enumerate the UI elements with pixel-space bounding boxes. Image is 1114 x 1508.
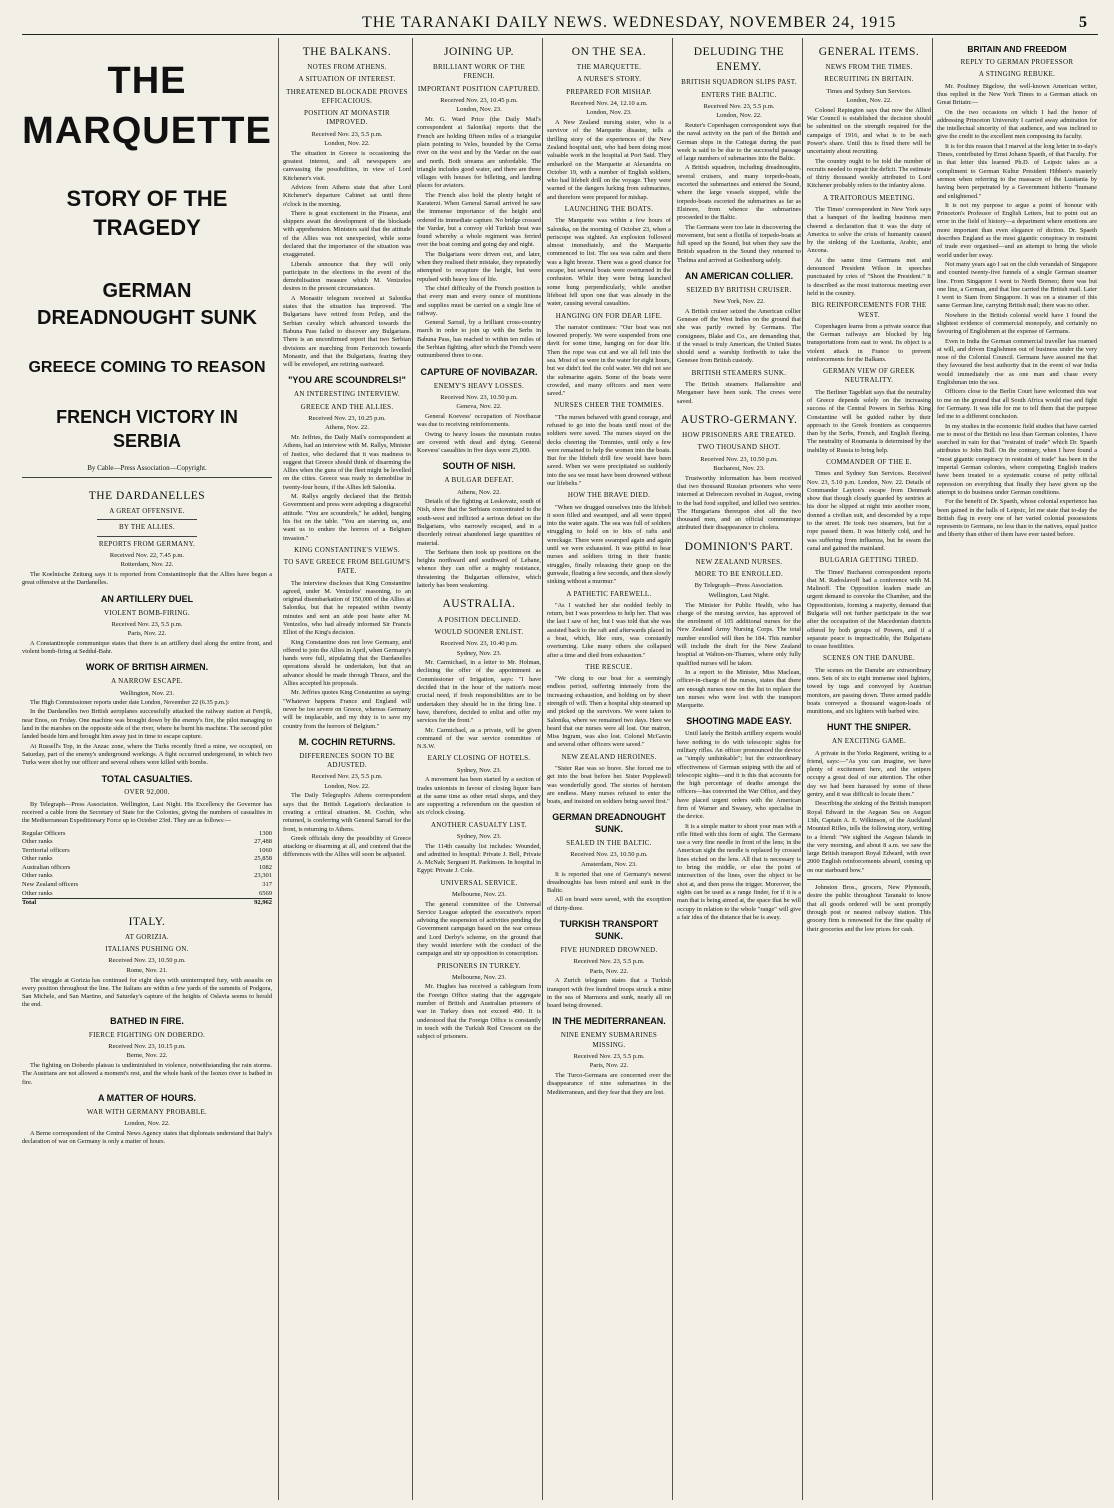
article-paragraph: A movement has been started by a section of trades unionists in favour of closing liquor bars at the same time as other retail shops, and they are supporting a referendum on the question of six o'clock closing. bbox=[417, 776, 541, 817]
article-paragraph: It is for this reason that I marvel at the long letter in to-day's Times, contributed by Ernst Johann Spaeth, of that Faculty. For in that letter this learned Ph.D. of Leipsic takes as a compliment to German Kultur President Hibben's masterly sermon when referring to the massacre of the Lusitania by having been perpetrated by a Government hitherto "humane and enlightened." bbox=[937, 142, 1097, 200]
divider bbox=[22, 477, 272, 478]
turkish-transport-sub: FIVE HUNDRED DROWNED. bbox=[560, 945, 658, 954]
turkish-transport-heading: TURKISH TRANSPORT SUNK. bbox=[559, 919, 659, 941]
cochin-heading: M. COCHIN RETURNS. bbox=[298, 736, 396, 747]
article-paragraph: Mr. Carmichael, in a letter to Mr. Holman, declining the offer of the appointment as Commissioner of Irrigation, says: "I have decided that in the hour of the nation's most crucial need, if fresh responsibilities are to be undertaken they should be in the firing line. I have, therefore, decided to enlist and offer my services for the front." bbox=[417, 659, 541, 725]
dateline: London, Nov. 22. bbox=[324, 782, 370, 790]
dominions-part-sub-2: MORE TO BE ENROLLED. bbox=[694, 570, 784, 579]
casualties-sub: OVER 92,000. bbox=[124, 788, 170, 797]
dateline: Athens, Nov. 22. bbox=[457, 488, 501, 496]
casualties-total-row bbox=[22, 898, 272, 908]
deluding-sub-1: BRITISH SQUADRON SLIPS PAST. bbox=[681, 78, 797, 87]
britain-freedom-heading: BRITAIN AND FREEDOM bbox=[967, 44, 1067, 54]
article-paragraph: The interview discloses that King Constantine agreed, under M. Venizelos' reasoning, to an original disembarkation of 150,000 of the Allies at Salonika, but that he repeated within twenty minutes and sent an aide post haste after M. Venizelos, who had already informed Sir Francis Elliot of the King's decision. bbox=[283, 579, 411, 637]
article-paragraph: The Times' correspondent in New York says that a banquet of the leading business men cheered a declaration that it was the duty of America to solve the crisis of humanity caused by the sinking of the Lusitania, Arabic, and Ancona. bbox=[807, 206, 931, 255]
fire-sub: FIERCE FIGHTING ON DOBERDO. bbox=[88, 1030, 206, 1039]
article-paragraph: "The nurses behaved with grand courage, and refused to go into the boats until most of the soldiers were saved. The nurses stayed on the decks cheering the Tommies, until only a few were remained to help the women into the boats. But for the lifebelt drill few would have been saved. When we were precipitated so suddenly into the sea we must have been drowned without our lifebelts." bbox=[547, 413, 671, 488]
collier-sub: SEIZED BY BRITISH CRUISER. bbox=[686, 285, 792, 294]
article-paragraph: A British squadron, including dreadnoughts, several cruisers, and many torpedo-boats, escorted the submarines and entered the Sound, where the large vessels stopped, while the torpedo-boats escorted the submarines as far as Elsinore, from whence the submarines proceeded to the Baltic. bbox=[677, 164, 801, 222]
article-paragraph: The Times' Bucharest correspondent reports that M. Radoslavoff had a conference with M. Malinoff. The Opposition leaders made an urgent demand to convoke the Chamber, and the Oppositionists, forming a majority, demand that Bulgaria will not further participate in the war after the occupation of the Macedonian districts offered by both groups of Powers, and if a separate peace is impracticable, the Bulgarians to cease hostilities. bbox=[807, 568, 931, 651]
article-paragraph: The Serbians then took up positions on the heights northward and southward of Lebane, whence they can offer a mighty resistance, threatening the Bulgarian offensive, which latterly has been weakening. bbox=[417, 548, 541, 590]
article-paragraph: Mr. Carmichael, as a private, will be given command of the war service committee of N.S.W. bbox=[417, 726, 541, 751]
mediterranean-heading: IN THE MEDITERRANEAN. bbox=[552, 1016, 666, 1027]
article-paragraph: Mr. Jeffries, the Daily Mail's correspondent at Athens, had an interview with M. Rallys, Minister of Justice, who declared that it was madness to suggest that Greece should think of disarming the Allies when the guns of the fleet might be levelled on the cities. Greece was ready to demobilise in twenty-four hours, if the Allies left Salonika. bbox=[283, 433, 411, 491]
article-paragraph: Describing the sinking of the British transport Royal Edward in the Aegean Sea on August 13th, Captain A. E. Wilkinson, of the Auckland Mounted Rifles, tells the following story, writing to a friend: "We sighted the Aegean Islands in the very morning, and about 8 a.m. we saw the large British transport Royal Edward, with over 2000 English reinforcements aboard, coming up on our starboard bow." bbox=[807, 800, 931, 874]
joining-up-sub-2: IMPORTANT POSITION CAPTURED. bbox=[417, 84, 541, 93]
article-paragraph: At the same time Germans met and denounced President Wilson in speeches punctuated by cries of "Shoot the President." It is described as the most traitorous meeting ever held in the country. bbox=[807, 256, 931, 297]
universal-service-heading: UNIVERSAL SERVICE. bbox=[440, 878, 518, 887]
on-the-sea-heading: ON THE SEA. bbox=[571, 46, 647, 58]
nurses-cheer-heading: NURSES CHEER THE TOMMIES. bbox=[554, 401, 664, 410]
dateline: Received Nov. 23, 10.45 p.m. bbox=[440, 96, 518, 104]
article-paragraph: The Koelnische Zeitung says it is reported from Constantinople that the Allies have begun a great offensive at the Dardanelles. bbox=[22, 571, 272, 587]
article-paragraph: It is a simple matter to shoot your man with a rifle fitted with this form of sight. The Germans use a very fine needle in front of the lens; in the American sight the needle is replaced by crossed lines etched on the lens. All that is necessary is to bring the middle, or else the point of intersection of the lines, over the object to be shot at, and then press the trigger. Moreover, the sights can be used as a range finder, for if it is a man that is being aimed at, the space that he will occupy in relation to the whole "range" will give a fair idea of the distance that he is away. bbox=[677, 822, 801, 921]
advertisement: Johnston Bros., grocers, New Plymouth, desire the public throughout Taranaki to know that all goods ordered will be sent promptly through post or nearest railway station. This grocery firm is renowned for the fine quality of their groceries and the low prices for cash. bbox=[807, 884, 931, 933]
airmen-heading: WORK OF BRITISH AIRMEN. bbox=[85, 662, 209, 673]
dateline: Rotterdam, Nov. 22. bbox=[120, 561, 174, 569]
novibazar-sub: ENEMY'S HEAVY LOSSES. bbox=[433, 381, 525, 390]
dateline: Received Nov. 23, 10.50 p.m. bbox=[700, 455, 778, 463]
prisoners-heading: PRISONERS IN TURKEY. bbox=[437, 961, 521, 970]
general-items-sub-1: NEWS FROM THE TIMES. bbox=[825, 63, 913, 72]
article-paragraph: The Marquette was within a few hours of Salonika, on the morning of October 23, when a periscope was sighted. An explosion followed almost immediately, and the Marquette commenced to list. The sea was calm and there was a light breeze. There was a good chance for escape, but several boats were overturned in the confusion. While they were being launched some hung perpendicularly, while another lifeboat fell upon one that was already in the water, causing several casualties. bbox=[547, 217, 671, 308]
article-paragraph: The Bulgarians were driven out, and later, when they realised their mistake, they repeatedly attempted to recapture the height, but were repulsed with heavy loss of life. bbox=[417, 250, 541, 283]
dateline: London, Nov. 22. bbox=[324, 140, 370, 148]
dateline: Berne, Nov. 22. bbox=[126, 1052, 168, 1060]
deluding-sub-2: ENTERS THE BALTIC. bbox=[701, 90, 777, 99]
dateline: Bucharest, Nov. 23. bbox=[713, 465, 765, 473]
article-paragraph: Mr. Poultney Bigelow, the well-known American writer, thus replied in the New York Times to a German attack on Great Britain:— bbox=[937, 82, 1097, 107]
article-paragraph: "As I watched her she nodded feebly in return, but I was powerless to help her. That was the last I saw of her, but I was told that she was assisted back to the raft and afterwards placed in a boat, which, like ours, was constantly overturning. Like many others she collapsed after a time and died from exhaustion." bbox=[547, 601, 671, 659]
steamers-sunk-heading: BRITISH STEAMERS SUNK. bbox=[691, 368, 787, 377]
dateline: Received Nov. 23, 10.50 p.m. bbox=[108, 957, 186, 965]
article-paragraph: The scenes on the Danube are extraordinary ones. Sets of six to eight immense steel lighters, towed by tugs and convoyed by Austrian monitors, are passing down. Three armed paddle boats conveyed a thousand wagon-loads of munitions, and six lighters with barbed wire. bbox=[807, 666, 931, 716]
casualties-heading: TOTAL CASUALTIES. bbox=[101, 773, 193, 784]
dateline: Sydney, Nov. 23. bbox=[456, 649, 502, 657]
article-paragraph: Not many years ago I sat on the club verandah of Singapore and counted twenty-five funnels of a single German steamer line. From Singapore I went to North Borneo; there was but one line, a German, and that line carried the British mail. Later I went to Siam from Singapore. It was on a steamer of this same German line, carrying British mail; there was no other. bbox=[937, 260, 1097, 310]
dateline: Received Nov. 23, 10.50 p.m. bbox=[570, 851, 648, 859]
casualties-row bbox=[22, 890, 272, 899]
italy-sub-1: AT GORIZIA. bbox=[124, 932, 169, 941]
article-paragraph: A Constantinople communique states that there is an artillery duel along the entire front, and violent bomb-firing at Seddul-Bahr. bbox=[22, 639, 272, 656]
casualties-label: Territorial officers bbox=[22, 846, 70, 854]
scoundrels-sub-1: AN INTERESTING INTERVIEW. bbox=[293, 390, 401, 399]
article-paragraph: On the two occasions on which I had the honor of addressing Princeton University I carried away admiration for the intellectual sincerity of that audience, and was inclined to give the credit to the excellent men composing its faculty. bbox=[937, 108, 1097, 141]
article-paragraph: "We clung to our boat for a seemingly endless period, suffering intensely from the increasing exhaustion, and holding on by sheer strength of will. Then a hospital ship steamed up and picked up the survivors. We were taken to Salonika, where we remained two days. Here we heard that our nurses were all lost. Our matron, Miss Ingram, was also lost. Colonel McGavin and several other officers were saved." bbox=[547, 675, 671, 749]
casualties-row bbox=[22, 855, 272, 864]
balkans-sub-2: A SITUATION OF INTEREST. bbox=[298, 75, 396, 84]
headline-dreadnought: GERMAN DREADNOUGHT SUNK bbox=[37, 280, 257, 329]
casualties-row bbox=[22, 838, 272, 847]
casualties-row bbox=[22, 881, 272, 890]
article-paragraph: Reuter's Copenhagen correspondent says that the naval activity on the part of the British and German ships in the Cattegat during the past week is said to be due to the successful passage of large numbers of submarines into the Baltic. bbox=[677, 121, 801, 163]
on-the-sea-sub-2: A NURSE'S STORY. bbox=[576, 75, 642, 84]
dateline: Amsterdam, Nov. 23. bbox=[581, 861, 637, 869]
column-1a bbox=[22, 482, 272, 1147]
article-paragraph: General Koevess' occupation of Novibazar was due to receiving reinforcements. bbox=[417, 412, 541, 429]
dateline: Received Nov. 23, 5.5 p.m. bbox=[573, 958, 645, 966]
masthead-rule bbox=[22, 34, 1098, 35]
article-paragraph: A Monastir telegram received at Salonika states that the situation has improved. The Bulgarians have retired from Prilep, and the Serbian cavalry which advanced towards the Babuna Pass failed to discover any Bulgarians. There is an unconfirmed report that two Serbian divisions are marching from Ferizovich towards Monastir, and that the Bulgarians, fearing they will be enveloped, are retiring eastward. bbox=[283, 294, 411, 369]
launching-heading: LAUNCHING THE BOATS. bbox=[564, 205, 654, 213]
king-views-sub: TO SAVE GREECE FROM BELGIUM'S FATE. bbox=[283, 558, 411, 576]
article-paragraph: The narrator continues: "Our boat was not lowered properly. We were suspended from one davit for some time, hanging on for dear life. Then the rope was cut and we all fell into the sea. Most of us were in the water for eight hours, but we didn't feel the cold water. We did not see the submarine again. Some of the boats were crowded, and many officers and men were saved." bbox=[547, 323, 671, 398]
dateline: Sydney, Nov. 23. bbox=[456, 766, 502, 774]
article-paragraph: Details of the fighting at Leskovatz, south of Nish, show that the Serbians concentrated to the south-west and inflicted a serious defeat on the Bulgarians, who narrowly escaped, and in a disorderly retreat abandoned large quantities of material. bbox=[417, 498, 541, 547]
article-paragraph: Trustworthy information has been received that two thousand Russian prisoners who were interned at Debreczen revolted in August, owing to the bad food supplied, and killed two sentries. The Hungarians thereupon shot all the two thousand men, and an official communique attributed their disappearance to cholera. bbox=[677, 474, 801, 532]
article-paragraph: A private in the Yorks Regiment, writing to a friend, says:—"As you can imagine, we have plenty of excitement here, and the snipers occupy a great deal of our attention. The other day we had been harassed by some of these gentry, and it was difficult to locate them." bbox=[807, 749, 931, 799]
dateline: Wellington, Nov. 23. bbox=[119, 689, 175, 697]
austro-germany-heading: AUSTRO-GERMANY. bbox=[680, 413, 798, 426]
casualties-value: 27,488 bbox=[254, 838, 272, 846]
article-paragraph: In the Dardanelles two British aeroplanes successfully attacked the railway station at Ferejik, near Enos, on Friday. One machine was brought down by the enemy's fire, the pilot managing to land in the marshes on the opposite side of the river, where he burnt his machine. The second pilot landed beside him and brought him away just in time to escape capture. bbox=[22, 708, 272, 741]
article-paragraph: Owing to heavy losses the mountain routes are covered with dead and dying. General Koevess' casualties in five days were 25,000. bbox=[417, 430, 541, 455]
dateline: London, Nov. 22. bbox=[124, 1120, 170, 1127]
dateline: Received Nov. 23, 10.15 p.m. bbox=[108, 1042, 186, 1050]
greek-neutrality-heading: GERMAN VIEW OF GREEK NEUTRALITY. bbox=[823, 367, 915, 385]
article-paragraph: Until lately the British artillery experts would have nothing to do with telescopic sights for military rifles. An officer pronounced the device as "simply unthinkable"; but the extraordinary effectiveness of German sniping with the aid of telescopic sights—and it is this that accounts for the high percentage of deaths amongst the officers—has converted the War Office, and they have placed urgent orders with the American firm of Warner and Swasey, who specialise in the device. bbox=[677, 730, 801, 821]
article-paragraph: The Berliner Tageblatt says that the neutrality of Greece depends solely on the increasing success of the Central Powers in Serbia. King Constantine will be guided rather by their approach to the Greek frontiers as conquerors than by the Serbs, French, and English fleeing. The neutrality of Roumania is determined by the inability of Russia to bring help. bbox=[807, 388, 931, 454]
casualties-value: 1060 bbox=[259, 846, 272, 854]
casualties-row bbox=[22, 830, 272, 839]
article-paragraph: The Germans were too late in discovering the movement, but sent a flotilla of torpedo-boats at full speed up the Sound, but when they saw the British squadron in the Sound they returned to Thelma and arrived at Gothenburg safely. bbox=[677, 223, 801, 264]
austro-germany-sub-1: HOW PRISONERS ARE TREATED. bbox=[682, 431, 796, 440]
casualties-label: Other ranks bbox=[22, 872, 53, 880]
deluding-heading: DELUDING THE ENEMY. bbox=[693, 46, 785, 74]
casualties-label: Australian officers bbox=[22, 863, 71, 871]
dateline: Received Nov. 23, 5.5 p.m. bbox=[111, 620, 183, 628]
dardanelles-heading: THE DARDANELLES bbox=[88, 490, 206, 502]
casualties-value: 25,858 bbox=[254, 855, 272, 863]
balkans-sub-4: POSITION AT MONASTIR IMPROVED. bbox=[304, 109, 390, 127]
article-paragraph: It is not my purpose to argue a point of honour with Princeton's Professor of English Letters, but to point out an error in the field of history—a department where emotions are more important than even elegance of diction. Dr. Spaeth describes England as the most gigantic conspiracy in restraint of trade ever organised—and an attempt to bring the whole world under her sway. bbox=[937, 201, 1097, 259]
dateline: Paris, Nov. 22. bbox=[127, 630, 167, 638]
column-3 bbox=[412, 38, 541, 1500]
britain-freedom-sub-2: A STINGING REBUKE. bbox=[978, 70, 1056, 79]
dateline: Rome, Nov. 21. bbox=[126, 966, 168, 974]
danube-heading: SCENES ON THE DANUBE. bbox=[822, 654, 916, 663]
masthead-date-line: THE TARANAKI DAILY NEWS. WEDNESDAY, NOVEMBER 24, 1915 bbox=[362, 14, 897, 31]
brave-died-heading: HOW THE BRAVE DIED. bbox=[567, 491, 651, 500]
general-items-sub-2: RECRUITING IN BRITAIN. bbox=[824, 75, 914, 84]
dateline: London, Nov. 22. bbox=[846, 97, 892, 105]
dateline: Received Nov. 22, 7.45 p.m. bbox=[109, 551, 185, 559]
article-paragraph: At Russell's Top, in the Anzac zone, where the Turks recently fired a mine, we occupied, on Saturday, part of the enemy's underground workings. A fight occurred underground, in which two Turks were shot by our officer and several others were killed with bombs. bbox=[22, 742, 272, 767]
dardanelles-sub-1: A GREAT OFFENSIVE. bbox=[109, 507, 185, 516]
joining-up-heading: JOINING UP. bbox=[443, 46, 515, 58]
scoundrels-heading: "YOU ARE SCOUNDRELS!" bbox=[288, 375, 406, 386]
column-1 bbox=[22, 38, 272, 1500]
king-views-heading: KING CONSTANTINE'S VIEWS. bbox=[294, 545, 400, 554]
general-items-heading: GENERAL ITEMS. bbox=[818, 46, 920, 58]
headline-marquette: THE MARQUETTE bbox=[22, 60, 272, 153]
dominions-part-sub-1: NEW ZEALAND NURSES. bbox=[695, 557, 783, 566]
casualties-table bbox=[22, 830, 272, 908]
article-paragraph: The Turco-Germans are concerned over the disappearance of nine submarines in the Mediterranean, and they fear that they are lost. bbox=[547, 1071, 671, 1096]
headline-greece: GREECE COMING TO REASON bbox=[28, 359, 266, 377]
cochin-sub: DIFFERENCES SOON TO BE ADJUSTED. bbox=[299, 751, 395, 769]
hanging-heading: HANGING ON FOR DEAR LIFE. bbox=[555, 311, 663, 320]
article-paragraph: The struggle at Gorizia has continued for eight days with uninterrupted fury, with assaults on every position throughout the line. The Italians are within a few yards of the summits of Podgora, San Michele, and San Martino, and Saturday's capture of the heights of Oslavia seems to herald the end. bbox=[22, 976, 272, 1009]
german-dreadnought-heading: GERMAN DREADNOUGHT SUNK. bbox=[552, 812, 666, 835]
divider bbox=[97, 519, 197, 520]
article-paragraph: For the benefit of Dr. Spaeth, whose colonial experience has been gained in the halls of Leipsic, let me state that to-day the British flag in every one of her varied colonial possessions represents to Germans, no less than to the natives, equal justice and liberty than either of them have ever tasted before. bbox=[937, 498, 1097, 539]
article-paragraph: "When we drugged ourselves into the lifebelt it soon filled and swamped, and all were tipped into the water again. The sea was full of soldiers struggling to hold on to bits of rafts and wreckage. There were swamped again and again until we were exhausted. It was pitiful to hear nurses and soldiers tiring in their frantic struggles, finally releasing their grasp on the gunwale, floating a few seconds, and then slowly sinking without a murmur." bbox=[547, 503, 671, 586]
article-paragraph: It is reported that one of Germany's newest dreadnoughts has been mined and sunk in the Baltic. bbox=[547, 870, 671, 895]
heroines-heading: NEW ZEALAND HEROINES. bbox=[561, 752, 657, 761]
on-the-sea-sub-1: THE MARQUETTE. bbox=[576, 63, 642, 72]
dardanelles-sub-2: BY THE ALLIES. bbox=[118, 523, 176, 532]
joining-up-sub-1: BRILLIANT WORK OF THE FRENCH. bbox=[432, 63, 526, 81]
casualties-label: New Zealand officers bbox=[22, 881, 79, 889]
casualties-label: Regular Officers bbox=[22, 829, 66, 837]
article-paragraph: Liberals announce that they will only participate in the elections in the event of the demobilisation measure which M. Venizelos desires in the present circumstances. bbox=[283, 260, 411, 293]
article-paragraph: The general committee of the Universal Service League adopted the executive's report advising the suspension of activities pending the Government campaign based on the war census and Lord Derby's scheme, on the ground that they would interfere with the conduct of the campaign and stir up opposition to conscription. bbox=[417, 900, 541, 958]
dateline: Received Nov. 23, 10.25 p.m. bbox=[308, 414, 386, 422]
article-paragraph: The situation in Greece is occasioning the greatest interest, and all newspapers are canvassing the possibilities, in view of Lord Kitchener's visit. bbox=[283, 149, 411, 182]
bulgaria-tired-heading: BULGARIA GETTING TIRED. bbox=[819, 556, 919, 565]
casualties-value: 23,301 bbox=[254, 872, 272, 880]
article-paragraph: Mr. Jeffries quotes King Constantine as saying: "Whatever happens France and England will never be too severe on Greece, whereas Germany will be implacable, and my duty is to save my country from the horrors of Belgium." bbox=[283, 689, 411, 730]
balkans-heading: THE BALKANS. bbox=[302, 46, 392, 58]
artillery-duel-heading: AN ARTILLERY DUEL bbox=[100, 593, 194, 604]
rescue-heading: THE RESCUE. bbox=[585, 662, 633, 671]
column-6 bbox=[802, 38, 931, 1500]
article-paragraph: Copenhagen learns from a private source that the German railways are blocked by big transportations from east to west. Its object is a violent attack in France to prevent reinforcements for the Balkans. bbox=[807, 322, 931, 363]
article-paragraph: The Minister for Public Health, who has charge of the nursing service, has approved of the enrolment of 105 additional nurses for the New Zealand Army Nursing Corps. The total number enrolled will then be 184. This number will include the draft for the New Zealand hospital at Walton-on-Thames, where only fully qualified nurses will be taken. bbox=[677, 601, 801, 667]
article-paragraph: A New Zealand nursing sister, who is a survivor of the Marquette disaster, tells a thrilling story of the experiences of the New Zealand hospital unit, who had been doing most valuable work in the hospital at Port Said. They embarked on the Marquette at Alexandria on October 19, with a number of English soldiers, who had lifebelt drill on the voyage. They were warned of the dangers lurking from submarines, and therefore were prepared for mishap. bbox=[547, 119, 671, 201]
shooting-heading: SHOOTING MADE EASY. bbox=[686, 716, 792, 727]
article-paragraph: King Constantine does not love Germany, and offered to join the Allies in April, when Germany's hands were full, stipulating that the Dardanelles operations should be undertaken, but that an advance should be made through Thrace, and the Allies accepted his proposals. bbox=[283, 638, 411, 688]
article-paragraph: All on board were saved, with the exception of thirty-three. bbox=[547, 896, 671, 912]
hours-heading: A MATTER OF HOURS. bbox=[98, 1092, 196, 1103]
article-paragraph: Colonel Repington says that now the Allied War Council is established the decision should be submitted on the strength required for the campaign of 1916, and what is to be each Power's share. Until this is fixed there will be uncertainty about recruiting. bbox=[807, 106, 931, 156]
casualties-total-value: 92,962 bbox=[254, 899, 272, 907]
column-5 bbox=[672, 38, 801, 1500]
article-paragraph: Greek officials deny the possibility of Greece attacking or disarming at all, and contend that the differences with the Allies will soon be adjusted. bbox=[283, 834, 411, 859]
dateline: London, Nov. 23. bbox=[586, 109, 632, 117]
article-paragraph: In a report to the Minister, Miss Maclean, officer-in-charge of the nurses, states that there are enough nurses now on the list to replace the ten nurses who were lost with the transport Marquette. bbox=[677, 668, 801, 710]
hunt-sniper-heading: HUNT THE SNIPER. bbox=[826, 722, 911, 733]
dateline: London, Nov. 22. bbox=[716, 112, 762, 120]
on-the-sea-sub-3: PREPARED FOR MISHAP. bbox=[566, 87, 652, 96]
article-paragraph: There is great excitement in the Piraeus, and shippers await the development of the blockade with apprehension. Ministers said that the attitude of the Allies was not unexpected, while some declared that the importance of the situation was exaggerated. bbox=[283, 209, 411, 259]
headline-story: STORY OF THE TRAGEDY bbox=[66, 186, 228, 241]
dateline: Received Nov. 23, 10.40 p.m. bbox=[440, 639, 518, 647]
reinforcements-heading: BIG REINFORCEMENTS FOR THE WEST. bbox=[811, 301, 927, 319]
dateline: Received Nov. 23, 5.5 p.m. bbox=[573, 1052, 645, 1060]
italy-sub-2: ITALIANS PUSHING ON. bbox=[105, 945, 189, 954]
dateline: Paris, Nov. 22. bbox=[589, 967, 629, 975]
german-dreadnought-sub: SEALED IN THE BALTIC. bbox=[566, 839, 652, 848]
casualties-value: 317 bbox=[262, 881, 272, 889]
article-paragraph: "Sister Rae was so brave. She forced me to get into the boat before her. Sister Popplewell was wonderfully good. The stories of heroism are endless. Many nurses refused to enter the boats, and insisted on soldiers being saved first." bbox=[547, 764, 671, 806]
article-paragraph: Even in India the German commercial traveller has roamed at will, and driven Englishmen out of business under the very nose of the Colonial Council. Germans have assured me that they favoured the best authority that in the event of war India would immediately rise as one man and chase every Englishman into the sea. bbox=[937, 337, 1097, 387]
traitorous-heading: A TRAITOROUS MEETING. bbox=[823, 193, 915, 202]
page-number: 5 bbox=[1079, 14, 1088, 31]
article-paragraph: A Zurich telegram states that a Turkish transport with five hundred troops struck a mine in the sea of Marmora and sunk, nearly all on board being drowned. bbox=[547, 977, 671, 1010]
divider bbox=[97, 536, 197, 537]
dateline: Times and Sydney Sun Services. bbox=[826, 87, 912, 95]
column-2 bbox=[278, 38, 411, 1500]
mediterranean-sub: NINE ENEMY SUBMARINES MISSING. bbox=[560, 1031, 658, 1049]
article-paragraph: The French also hold the plenty height of Karaterzi. When General Sarrail arrived he saw the immense importance of the height and ordered its immediate capture. No bridge crossed the Vardar, but a convoy old Turkish boat was found whereby a whole regiment was ferried over the boat coming and going day and night. bbox=[417, 191, 541, 249]
dateline: Sydney, Nov. 23. bbox=[456, 832, 502, 840]
article-paragraph: Officers close to the Berlin Court have welcomed this war to me on the ground that all South Africa would rise and fight for Germany. It was idle for me to tell them that the purpose led me to a different conclusion. bbox=[937, 388, 1097, 421]
dateline: New York, Nov. 22. bbox=[713, 298, 765, 306]
article-paragraph: The Daily Telegraph's Athens correspondent says that the British Legation's declaration is creating a critical situation. M. Cochin, who returned, is conferring with General Sarrail for the front, is returning to Athens. bbox=[283, 792, 411, 833]
casualties-label: Other ranks bbox=[22, 889, 53, 897]
dateline: Geneva, Nov. 22. bbox=[456, 403, 502, 411]
austro-germany-sub-2: TWO THOUSAND SHOT. bbox=[697, 443, 781, 452]
airmen-sub: A NARROW ESCAPE. bbox=[111, 677, 183, 686]
article-paragraph: The fighting on Doberdo plateau is undiminished in violence, notwithstanding the rain storms. The Austrians are not allowed a moment's rest, and the whole bank of the Isonzo river is bathed in fire. bbox=[22, 1062, 272, 1086]
casualties-label: Other ranks bbox=[22, 855, 53, 863]
article-paragraph: Mr. Hughes has received a cablegram from the Foreign Office stating that the aggregate number of British and Australian prisoners of war in Turkey does not exceed 490. It is understood that the Foreign Office is constantly in touch with the Turkish Red Crescent on the subject of prisoners. bbox=[417, 983, 541, 1041]
casualties-label: Other ranks bbox=[22, 838, 53, 846]
balkans-sub-3: THREATENED BLOCKADE PROVES EFFICACIOUS. bbox=[286, 87, 408, 105]
column-7 bbox=[932, 38, 1097, 1500]
scoundrels-sub-2: GREECE AND THE ALLIES. bbox=[300, 402, 394, 411]
casualty-list-heading: ANOTHER CASUALTY LIST. bbox=[431, 820, 527, 829]
farewell-heading: A PATHETIC FAREWELL. bbox=[566, 589, 652, 598]
column-1-split bbox=[22, 482, 272, 1147]
hours-sub: WAR WITH GERMANY PROBABLE. bbox=[86, 1107, 208, 1116]
byline: By Cable—Press Association—Copyright. bbox=[87, 463, 207, 472]
commander-heading: COMMANDER OF THE E. bbox=[826, 458, 912, 467]
article-paragraph: Times and Sydney Sun Services. Received Nov. 23, 5.10 p.m. London, Nov. 22. Details of Commander Layton's escape from Denmark show that though closely guarded by sentries at his door he slipped at night into another room, donned a civilian suit, and descended by a rope to the street. He took two steamers, but for a rope passed them. It was bitterly cold, and he was suffering from influenza, but he swam the canal and gained the mainland. bbox=[807, 470, 931, 552]
south-nish-sub: A BULGAR DEFEAT. bbox=[444, 476, 514, 485]
article-paragraph: The British steamers Hallamshire and Merganser have been sunk. The crews were saved. bbox=[677, 381, 801, 405]
casualties-row bbox=[22, 847, 272, 856]
article-paragraph: General Sarrail, by a brilliant cross-country march in order to join up with the Serbs in Babuna Pass, has reached to within ten miles of the Serbian fighting, after which the French were outnumbered three to one. bbox=[417, 319, 541, 360]
dateline: Wellington, Last Night. bbox=[708, 592, 770, 599]
australia-heading: AUSTRALIA. bbox=[442, 598, 516, 611]
article-paragraph: The 114th casualty list includes: Wounded, and admitted to hospital: Private J. Bell, Private A. McNab; Sergeant H. Parkinson. In hospital in Egypt: Private J. Cole. bbox=[417, 842, 541, 875]
casualties-value: 1082 bbox=[259, 863, 272, 871]
hotels-heading: EARLY CLOSING OF HOTELS. bbox=[427, 754, 531, 763]
dateline: London, Nov. 23. bbox=[456, 106, 502, 114]
dateline: Received Nov. 24, 12.10 a.m. bbox=[570, 99, 648, 107]
artillery-duel-sub: VIOLENT BOMB-FIRING. bbox=[104, 608, 190, 617]
casualties-row bbox=[22, 872, 272, 881]
collier-heading: AN AMERICAN COLLIER. bbox=[684, 271, 794, 282]
britain-freedom-sub-1: REPLY TO GERMAN PROFESSOR bbox=[960, 58, 1074, 67]
novibazar-heading: CAPTURE OF NOVIBAZAR. bbox=[420, 366, 538, 377]
dateline: Paris, Nov. 22. bbox=[589, 1062, 629, 1070]
australia-sub-2: WOULD SOONER ENLIST. bbox=[434, 627, 524, 636]
dateline: Received Nov. 23, 5.5 p.m. bbox=[703, 102, 775, 110]
italy-heading: ITALY. bbox=[128, 915, 166, 928]
masthead bbox=[22, 14, 1098, 34]
article-paragraph: A Berne correspondent of the Central News Agency states that diplomats understand that Italy's declaration of war on Germany is only a matter of hours. bbox=[22, 1129, 272, 1145]
article-paragraph: The chief difficulty of the French position is that every man and every ounce of munitions and supplies must be carried on a single line of railway. bbox=[417, 284, 541, 317]
article-paragraph: The High Commissioner reports under date London, November 22 (6.35 p.m.): bbox=[30, 699, 230, 707]
dateline: By Telegraph—Press Association. bbox=[694, 582, 784, 590]
australia-sub-1: A POSITION DECLINED. bbox=[437, 615, 521, 624]
article-paragraph: Mr. G. Ward Price (the Daily Mail's correspondent at Salonika) reports that the French are holding fifteen miles of a triangular plain pointing to Veles, bounded by the Cerna river on the west and by the Vardar on the east and north. Both streams are unfordable. The triangle includes good water, and there are three villages with houses for billeting, and landing places for aviators. bbox=[417, 116, 541, 190]
dateline: Melbourne, Nov. 23. bbox=[452, 973, 506, 981]
divider bbox=[807, 879, 931, 880]
balkans-sub-1: NOTES FROM ATHENS. bbox=[307, 63, 387, 72]
article-paragraph: Nowhere in the British colonial world have I found the slightest evidence of commercial monopoly, and certainly no favouring of Englishmen at the expense of Germans. bbox=[937, 311, 1097, 336]
article-paragraph: The country ought to be told the number of recruits needed to repair the deficit. The estimate of thirty thousand weekly attributed to Lord Kitchener probably refers to the infantry alone. bbox=[807, 157, 931, 190]
dateline: Athens, Nov. 22. bbox=[325, 424, 369, 432]
fire-heading: BATHED IN FIRE. bbox=[110, 1015, 184, 1026]
column-4 bbox=[542, 38, 671, 1500]
article-paragraph: In my studies in the economic field studies that have carried me to most of the British no less than German colonies, I have searched in vain for that "restraint of trade" which Dr. Spaeth attributes to John Bull. On the contrary, when I have found a "most gigantic conspiracy in restraint of trade" has been in the imperial German colonies, where competing English traders have been treated to a systematic course of petty official repression on everything that finally they have given up the attempt to do business under German conditions. bbox=[937, 422, 1097, 496]
casualties-row bbox=[22, 864, 272, 873]
casualties-value: 1300 bbox=[259, 829, 272, 837]
south-nish-heading: SOUTH OF NISH. bbox=[442, 461, 516, 472]
casualties-value: 6569 bbox=[259, 889, 272, 897]
casualties-total-label: Total bbox=[22, 899, 37, 907]
headline-french-victory: FRENCH VICTORY IN SERBIA bbox=[56, 407, 238, 452]
article-paragraph: A British cruiser seized the American collier Genesee off the West Indies on the ground that she was partly owned by Germans. The consignees, Blake and Co., are demanding that, if the vessel is truly American, the United States should send a warship forthwith to take the Genesee from British custody. bbox=[677, 307, 801, 365]
dateline: Received Nov. 23, 10.50 p.m. bbox=[440, 393, 518, 401]
article-paragraph: M. Rallys angrily declared that the British Government and press were adopting a disgraceful attitude. "You are scoundrels," he added, banging his fist on the table. "You are starving us, and want us to endure the horrors of a Belgium invasion." bbox=[283, 493, 411, 542]
dateline: Received Nov. 23, 5.5 p.m. bbox=[311, 130, 383, 138]
article-paragraph: Advices from Athens state that after Lord Kitchener's departure Cabinet sat until three o'clock in the morning. bbox=[283, 183, 411, 208]
dardanelles-sub-3: REPORTS FROM GERMANY. bbox=[98, 539, 196, 548]
dateline: Melbourne, Nov. 23. bbox=[452, 890, 506, 898]
dateline: Received Nov. 23, 5.5 p.m. bbox=[311, 773, 383, 781]
article-paragraph: By Telegraph—Press Association. Wellington, Last Night. His Excellency the Governor has received a cable from the Secretary of State for the Colonies, giving the numbers of casualties in the Mediterranean Expeditionary Force up to October 23rd. They are as follows:— bbox=[22, 800, 272, 825]
hunt-sniper-sub: AN EXCITING GAME. bbox=[831, 737, 907, 746]
dominions-part-heading: DOMINION'S PART. bbox=[684, 540, 794, 553]
